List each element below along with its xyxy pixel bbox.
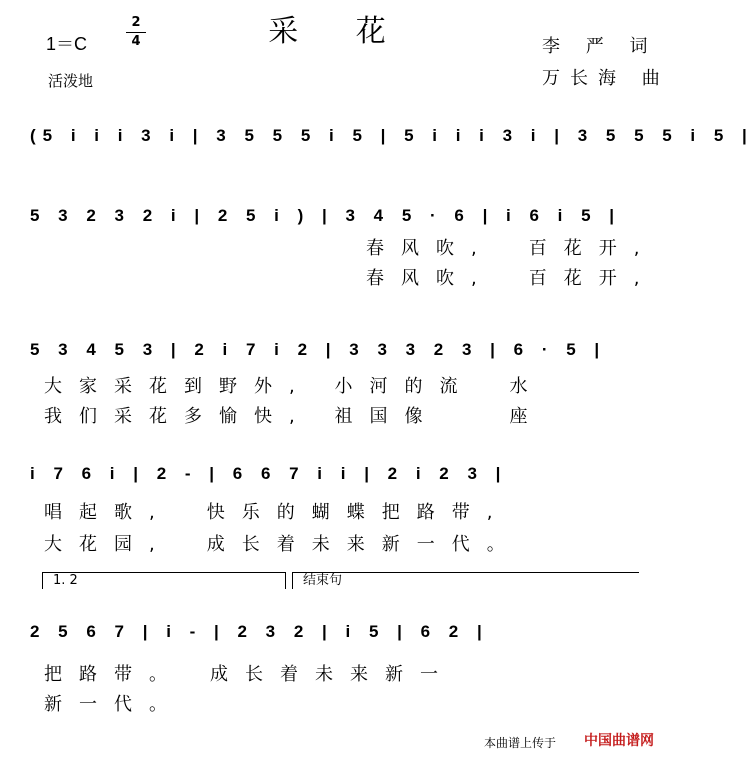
time-signature xyxy=(126,14,146,51)
key-signature: 1＝C xyxy=(46,34,88,54)
ending-bracket xyxy=(292,572,639,589)
first-ending-bracket xyxy=(42,572,286,589)
lyric-line-4b: 大花园, 成长着未来新一代。 xyxy=(44,534,522,555)
meter-top: 2 xyxy=(126,14,146,33)
meter-bottom: 4 xyxy=(131,34,141,49)
lyric-line-2b: 春风吹, 百花开, xyxy=(366,268,657,289)
lyric-line-4a: 唱起歌, 快乐的蝴蝶把路带, xyxy=(44,502,510,523)
notation-line-3: 5 3 4 5 3 | 2 i 7 i 2 | 3 3 3 2 3 | 6 · 5 | xyxy=(30,340,607,359)
notation-line-4: i 7 6 i | 2 - | 6 6 7 i i | 2 i 2 3 | xyxy=(30,464,508,483)
tempo-marking: 活泼地 xyxy=(48,72,94,90)
lyric-line-2a: 春风吹, 百花开, xyxy=(366,238,657,259)
lyric-line-5b: 新一代。 xyxy=(44,694,184,715)
first-ending-label: 1. 2 xyxy=(53,573,78,588)
lyric-line-3b: 我们采花多愉快, 祖国像 座 xyxy=(44,406,545,427)
site-logo[interactable]: 中国曲谱网 xyxy=(584,733,654,749)
song-title: 采 花 xyxy=(268,14,410,49)
notation-line-5: 2 5 6 7 | i - | 2 3 2 | i 5 | 6 2 | xyxy=(30,622,489,641)
upload-note: 本曲谱上传于 xyxy=(484,736,557,750)
composer-credit: 万长海 曲 xyxy=(542,68,670,89)
lyric-line-3a: 大家采花到野外, 小河的流 水 xyxy=(44,376,545,397)
lyric-line-5a: 把路带。 成长着未来新一 xyxy=(44,664,455,685)
ending-label: 结束句 xyxy=(303,573,343,588)
notation-line-2: 5 3 2 3 2 i | 2 5 i ) | 3 4 5 · 6 | i 6 i 5 | xyxy=(30,206,622,225)
score-line-1 xyxy=(30,108,754,182)
notation-line-1: (5 i i i 3 i | 3 5 5 5 i 5 | 5 i i i 3 i | 3 5 5 5 i 5 | xyxy=(30,126,754,145)
lyricist-credit: 李 严 词 xyxy=(542,36,658,57)
